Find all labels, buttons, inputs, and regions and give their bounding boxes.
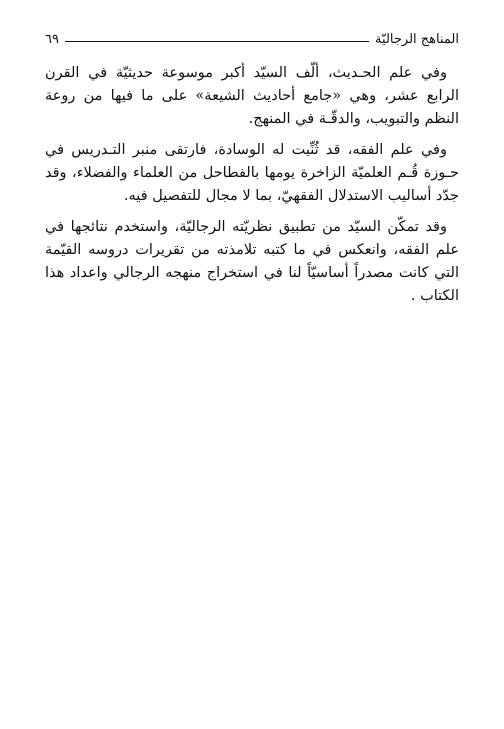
paragraph-fiqh: وفي علم الفقه، قد ثُنِّيت له الوسادة، فارتقى منبر التـدريس في حـوزة قُـم العلميّة الزاخرة يومها بالفطاحل من العلماء والفضلاء، وقد جدّد أساليب الاستدلال الفقهيّ، بما لا مجال للتفصيل فيه.: [45, 142, 459, 204]
page-body: [45, 62, 459, 308]
page-number: ٦٩: [45, 32, 59, 47]
paragraph-application: وقد تمكّن السيّد من تطبيق نظريّته الرجاليّة، واستخدم نتائجها في علم الفقه، وانعكس في ما كتبه تلامذته من تقريرات دروسه القيّمة التي كانت مصدراً أساسيّاً لنا في استخراج منهجه الرجالي واعداد هذا الكتاب .: [45, 219, 459, 304]
header-rule: [65, 41, 369, 42]
paragraph-hadith: وفي علم الحـديث، ألّف السيّد أكبر موسوعة حديثيّة في القرن الرابع عشر، وهي «جامع أحاديث الشيعة» على ما فيها من روعة النظم والتبويب، والدقّـة في المنهج.: [45, 65, 459, 127]
running-header: [45, 22, 459, 46]
header-title: المناهج الرجاليّة: [375, 32, 459, 47]
